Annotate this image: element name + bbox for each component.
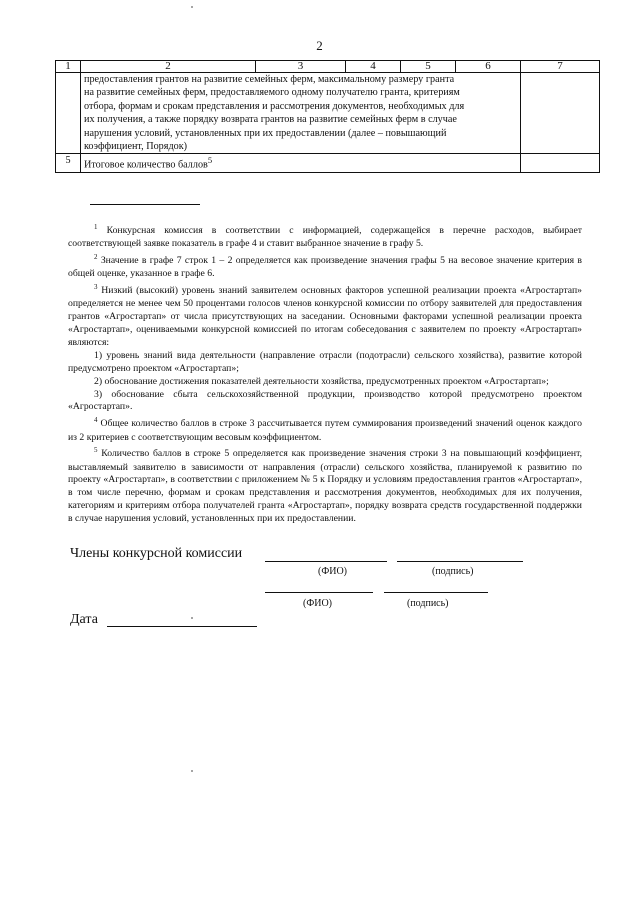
footnote-mark: 4 — [94, 416, 98, 425]
row-text-line: отбора, формам и срокам представления и рассмотрения документов, необходимых для — [84, 100, 465, 112]
row-number — [56, 73, 81, 154]
signature-line — [384, 592, 488, 593]
footnote-item — [68, 350, 582, 376]
footnote-mark: 3 — [94, 283, 98, 292]
footnote-text: 1) уровень знаний вида деятельности (направление отрасли (подотрасли) сельского хозяйства), развитие которой предусмотрено проектом «Агростартап»; — [68, 349, 582, 374]
signature-caption: (подпись) — [407, 598, 449, 609]
scan-speck — [191, 770, 193, 772]
header-cell: 7 — [521, 61, 600, 73]
date-line — [107, 626, 257, 627]
footnote — [68, 221, 582, 251]
header-cell: 2 — [81, 61, 256, 73]
footnote-item — [68, 389, 582, 415]
row-text-line: предоставления грантов на развитие семейных ферм, максимальному размеру гранта — [84, 74, 455, 85]
footnote-item — [68, 376, 582, 389]
row-text-line: на развитие семейных ферм, предоставляемого одному получателю гранта, критериям — [84, 87, 460, 99]
footnote-text: Конкурсная комиссия в соответствии с информацией, содержащейся в перечне расходов, выбирает соответствующей заявке показатель в графе 4 и ставит выбранное значение в графу 5. — [68, 225, 582, 250]
signature-caption: (подпись) — [432, 566, 474, 577]
table-header-row — [56, 61, 600, 73]
row-text-line: коэффициент, Порядок) — [84, 141, 188, 153]
footnote — [68, 281, 582, 350]
footnote-mark: 1 — [94, 223, 98, 231]
fio-caption: (ФИО) — [318, 566, 348, 577]
scan-speck — [191, 617, 193, 619]
fio-caption: (ФИО) — [303, 598, 333, 609]
scan-speck — [191, 6, 193, 8]
row-number: 5 — [56, 154, 81, 173]
header-cell: 4 — [346, 61, 401, 73]
footnote-text: Низкий (высокий) уровень знаний заявителем основных факторов успешной реализации проекта «Агростартап» определяется не менее чем 50 процентами голосов членов конкурсной комиссии по отбору заявителей для предоставления грантов «Агростартап» от числа присутствующих на заседании. Основными факторами успешной реализации проекта «Агростартап», оцениваемыми конкурсной комиссией по итогам собеседования с заявителем по проекту «Агростартап» являются: — [68, 285, 583, 348]
row-text-line: нарушения условий, установленных при их предоставлении (далее – повышающий — [84, 127, 447, 139]
footnote-text: 3) обоснование сбыта сельскохозяйственной продукции, производство которой предусмотрено проектом «Агростартап». — [68, 388, 582, 413]
footnote-text: Общее количество баллов в строке 3 рассчитывается путем суммирования произведений значений оценок каждого из 2 критериев с соответствующим весовым коэффициентом. — [68, 418, 582, 443]
footnotes — [68, 221, 582, 526]
footnote-text: Значение в графе 7 строк 1 – 2 определяется как произведение значения графы 5 на весовое значение критерия в общей оценке, указанное в графе 6. — [68, 255, 582, 280]
signature-line — [397, 561, 523, 562]
footnote-text: Количество баллов в строке 5 определяется как произведение значения строки 3 на повышающий коэффициент, выставляемый заявителю в зависимости от направления (отрасли) сельского хозяйства, планируемой к развитию по проекту «Агростартап», в соответствии с приложением № 5 к Порядку и условиям предоставления грантов «Агростартап», в том числе перечню, формам и срокам представления и рассмотрения документов, необходимых для их получения, категориям и критериям отбора получателей гранта «Агростартап», порядку возврата средств государственной поддержки в случае нарушения условий, установленных при их предоставлении. — [68, 448, 583, 525]
footnote — [68, 251, 582, 281]
fio-line — [265, 561, 387, 562]
row-description — [81, 73, 521, 154]
row-value-cell — [521, 154, 600, 173]
row-text: Итоговое количество баллов — [84, 159, 208, 171]
footnote-mark: 2 — [94, 253, 98, 262]
table-row — [56, 73, 600, 154]
header-cell: 5 — [401, 61, 456, 73]
footnote-separator — [90, 204, 200, 205]
footnote — [68, 414, 582, 444]
footnote-text: 2) обоснование достижения показателей деятельности хозяйства, предусмотренных проектом «Агростартап»; — [94, 375, 549, 387]
commission-members-label: Члены конкурсной комиссии — [70, 546, 243, 561]
table-row — [56, 154, 600, 173]
footnote-mark: 5 — [94, 446, 98, 455]
criteria-table — [55, 60, 600, 173]
row-text-line: их получения, а также порядку возврата грантов на развитие семейных ферм в случае — [84, 114, 457, 126]
header-cell: 6 — [456, 61, 521, 73]
date-label: Дата — [70, 612, 98, 627]
row-description — [81, 154, 521, 173]
fio-line — [265, 592, 373, 593]
footnote — [68, 444, 582, 526]
header-cell: 3 — [256, 61, 346, 73]
footnote-ref: 5 — [207, 155, 213, 166]
page-number: 2 — [316, 38, 323, 53]
header-cell: 1 — [56, 61, 81, 73]
row-value-cell — [521, 73, 600, 154]
